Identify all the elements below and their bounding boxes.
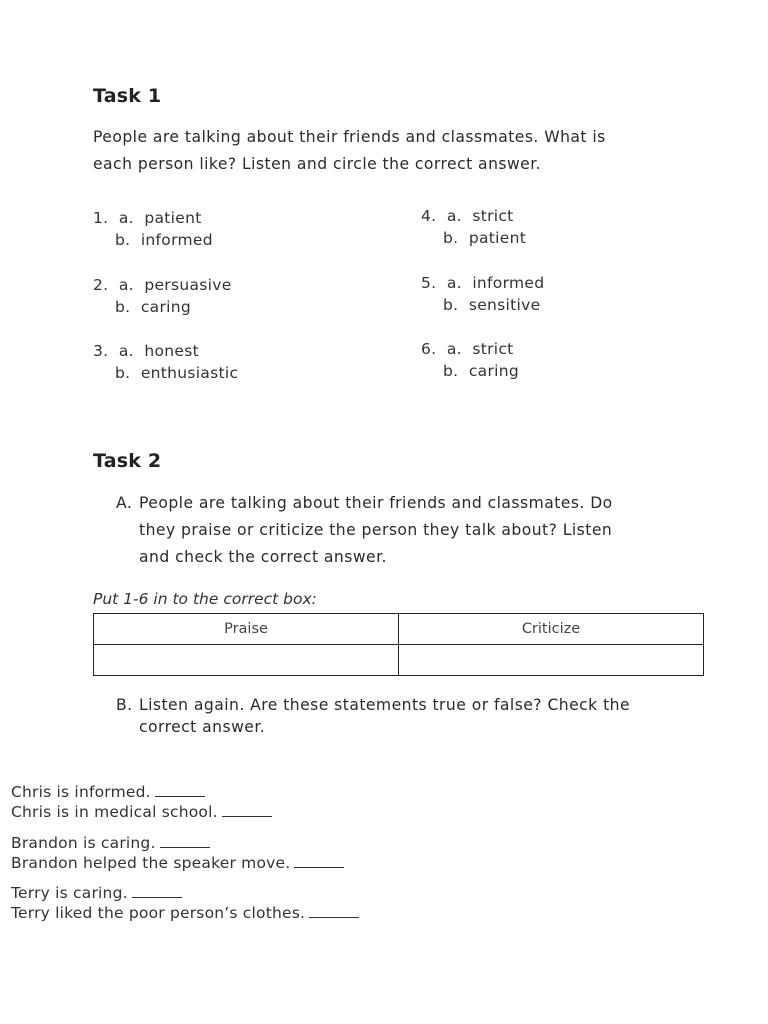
task1-item-3-option-b[interactable]: b. enthusiastic [115,364,239,382]
answer-blank[interactable] [294,867,344,868]
statement-item [11,853,344,873]
table-header-row [94,614,704,645]
task2-part-b-line1: Listen again. Are these statements true or false? Check the [139,696,631,714]
task1-item-1 [93,207,213,251]
task2-part-b [116,694,676,738]
task1-item-4-option-b[interactable]: b. patient [443,229,527,247]
task1-item-5 [421,272,544,316]
task2-heading: Task 2 [93,450,162,472]
statement-group-terry [11,883,359,923]
statement-item [11,903,359,923]
statement-text: Terry liked the poor person’s clothes. [11,904,306,922]
statement-item [11,802,272,822]
answer-blank[interactable] [222,816,272,817]
answer-blank[interactable] [155,796,205,797]
table-header-criticize: Criticize [399,614,704,645]
task1-instruction-line2: each person like? Listen and circle the correct answer. [93,155,542,173]
task2-part-a-line3: and check the correct answer. [139,548,387,566]
task2-part-b-marker: B. [116,696,133,714]
task1-instruction [93,124,606,178]
task2-part-b-line2: correct answer. [139,718,266,736]
task1-item-3-option-a[interactable]: 3. a. honest [93,342,199,360]
task1-item-1-option-a[interactable]: 1. a. patient [93,209,202,227]
task1-item-6 [421,338,519,382]
task1-item-2-option-a[interactable]: 2. a. persuasive [93,276,232,294]
task1-item-2 [93,274,232,318]
task1-instruction-line1: People are talking about their friends and classmates. What is [93,128,606,146]
task1-item-6-option-b[interactable]: b. caring [443,362,519,380]
task1-item-3 [93,340,238,384]
statement-text: Chris is informed. [11,783,151,801]
task1-item-4 [421,205,526,249]
task1-item-4-option-a[interactable]: 4. a. strict [421,207,514,225]
answer-blank[interactable] [132,897,182,898]
table-instruction: Put 1-6 in to the correct box: [93,590,317,608]
answer-blank[interactable] [160,847,210,848]
statement-text: Terry is caring. [11,884,128,902]
statement-item [11,883,359,903]
task2-part-a-line1: People are talking about their friends and classmates. Do [139,494,613,512]
task1-item-5-option-a[interactable]: 5. a. informed [421,274,545,292]
statement-text: Brandon helped the speaker move. [11,854,291,872]
task1-heading: Task 1 [93,85,162,107]
criticize-answer-cell[interactable] [399,645,704,676]
task1-item-5-option-b[interactable]: b. sensitive [443,296,541,314]
statement-item [11,782,272,802]
table-answer-row [94,645,704,676]
praise-answer-cell[interactable] [94,645,399,676]
statement-item [11,833,344,853]
praise-criticize-table [93,613,704,676]
task2-part-a-marker: A. [116,494,133,512]
statement-text: Chris is in medical school. [11,803,218,821]
task2-part-a-line2: they praise or criticize the person they talk about? Listen [139,521,613,539]
task1-item-6-option-a[interactable]: 6. a. strict [421,340,514,358]
statement-group-chris [11,782,272,822]
task1-item-1-option-b[interactable]: b. informed [115,231,213,249]
statement-text: Brandon is caring. [11,834,156,852]
statement-group-brandon [11,833,344,873]
answer-blank[interactable] [309,917,359,918]
task2-part-a [116,490,676,571]
task1-item-2-option-b[interactable]: b. caring [115,298,191,316]
table-header-praise: Praise [94,614,399,645]
